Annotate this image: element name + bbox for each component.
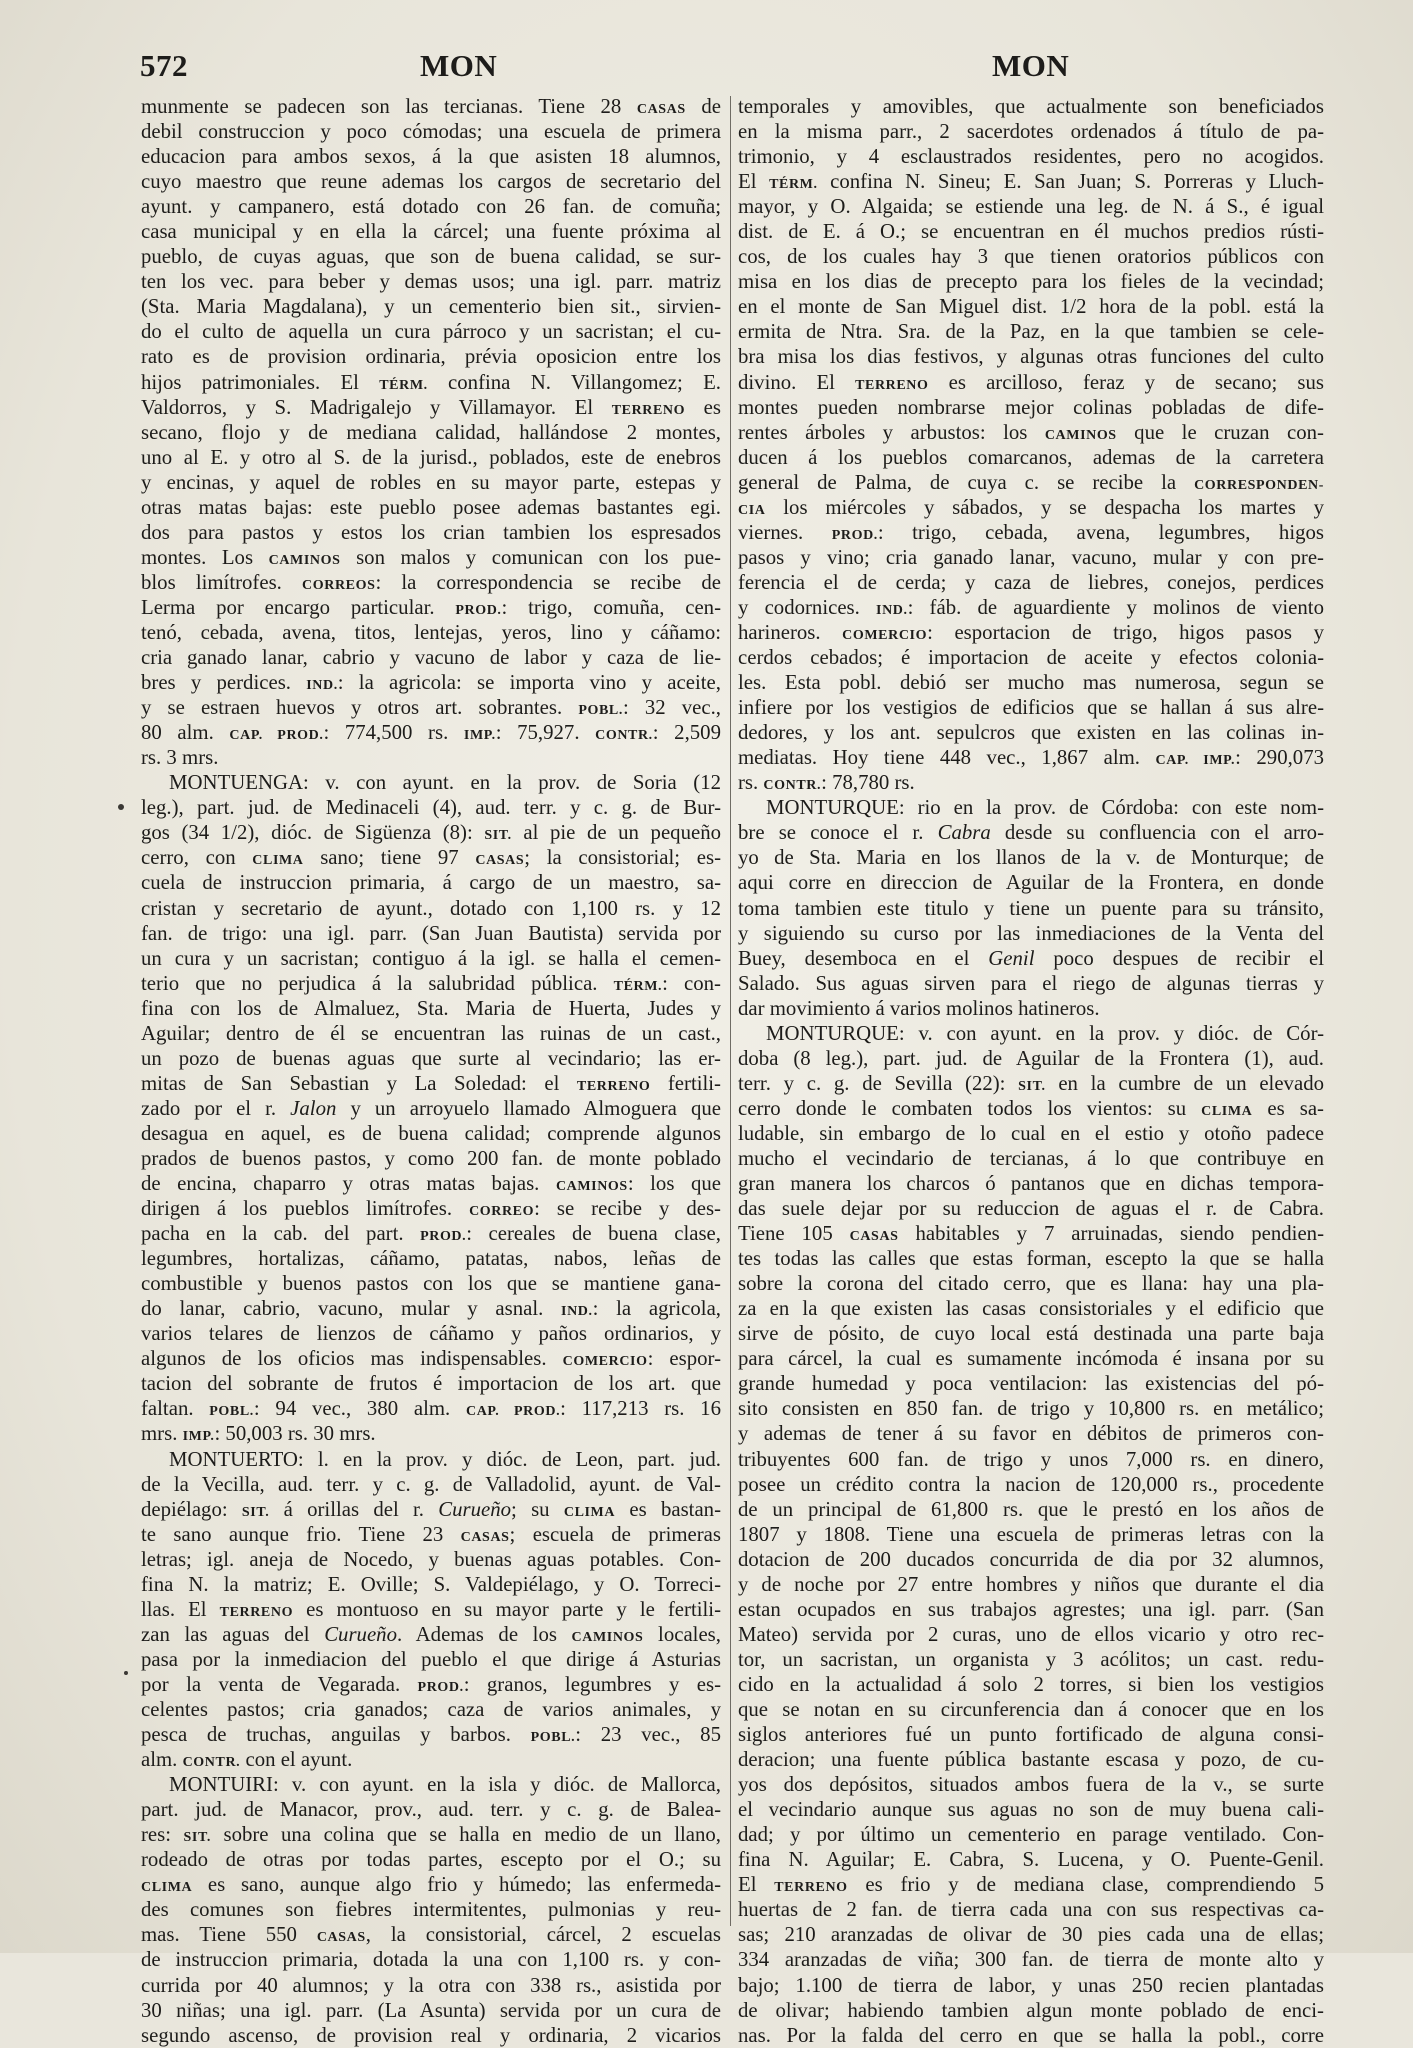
text-line: de olivar; habiendo tambien algun monte poblado de enci- (738, 1998, 1324, 2022)
text-line: bres y perdices. IND.: la agricola: se importa vino y aceite, (141, 671, 721, 695)
text-line: dist. de E. á O.; se encuentran en él muchos predios rústi- (738, 220, 1324, 244)
text-line: hijos patrimoniales. El TÉRM. confina N. Villangomez; E. (141, 370, 721, 394)
text-line: mrs. IMP.: 50,003 rs. 30 mrs. (141, 1422, 376, 1446)
text-line: secano, flojo y de mediana calidad, hallándose 2 montes, (141, 420, 721, 444)
text-line: deracion; una fuente pública bastante escasa y pozo, de cu- (738, 1748, 1324, 1772)
text-line: tes todas las calles que estas forman, escepto la que se halla (738, 1247, 1324, 1271)
text-line: tenó, cebada, avena, titos, lentejas, yeros, lino y cáñamo: (141, 620, 721, 644)
text-line: ermita de Ntra. Sra. de la Paz, en la que tambien se cele- (738, 320, 1324, 344)
text-line: yos dos depósitos, situados ambos fuera de la v., se surte (738, 1773, 1324, 1797)
text-line: ludable, sin embargo de lo cual en el estio y otoño padece (738, 1121, 1324, 1145)
text-line: ayunt. y campanero, está dotado con 26 fan. de comuña; (141, 195, 721, 219)
text-line: Buey, desemboca en el Genil poco despues de recibir el (738, 946, 1325, 970)
text-line: des comunes son fiebres intermitentes, pulmonias y reu- (141, 1898, 721, 1922)
text-line: celentes pastos; cria ganados; caza de varios animales, y (141, 1698, 721, 1721)
text-line: por la venta de Vegarada. PROD.: granos, legumbres y es- (141, 1672, 721, 1696)
text-line: cido en la actualidad á solo 2 torres, si bien los vestigios (738, 1672, 1324, 1696)
text-line: do el culto de aquella un cura párroco y un sacristan; el cu- (141, 320, 721, 344)
text-line: legumbres, hortalizas, cáñamo, patatas, nabos, leñas de (141, 1247, 721, 1271)
text-line: 30 niñas; una igl. parr. (La Asunta) servida por un cura de (141, 1998, 721, 2022)
text-line: pacha en la cab. del part. PROD.: cereales de buena clase, (141, 1222, 721, 1246)
column-divider (730, 96, 731, 1926)
text-line: das suele dejar por su reduccion de aguas el r. de Cabra. (738, 1197, 1324, 1221)
ink-speck (118, 804, 124, 810)
text-line: un pozo de buenas aguas que surte al vecindario; las er- (141, 1046, 721, 1070)
text-line: fina N. Aguilar; E. Cabra, S. Lucena, y O. Puente-Genil. (738, 1848, 1324, 1872)
text-line: munmente se padecen son las tercianas. Tiene 28 CASAS de (141, 95, 721, 118)
text-line: que se notan en su circunferencia dan á conocer que en los (738, 1698, 1324, 1721)
text-line: aqui corre en direccion de Aguilar de la Frontera, en donde (738, 871, 1324, 895)
text-line: gran manera los charcos ó pantanos que en dichas tempora- (738, 1172, 1324, 1196)
text-line: terr. y c. g. de Sevilla (22): SIT. en la cumbre de un elevado (738, 1071, 1324, 1095)
text-line: CLIMA es sano, aunque algo frio y húmedo; las enfermeda- (141, 1873, 721, 1897)
text-line: toma tambien este titulo y tiene un puente para su tránsito, (738, 896, 1324, 920)
text-line: za en la que existen las casas consistoriales y el edificio que (738, 1297, 1324, 1321)
text-line: El TERRENO es frio y de mediana clase, comprendiendo 5 (738, 1873, 1324, 1897)
text-line: de un principal de 61,800 rs. que le prestó en los años de (738, 1497, 1324, 1521)
text-line: fan. de trigo: una igl. parr. (San Juan Bautista) servida por (141, 921, 721, 945)
text-line: cuyo maestro que reune ademas los cargos de secretario del (141, 170, 721, 194)
text-line: en el monte de San Miguel dist. 1/2 hora de la pobl. está la (738, 295, 1324, 319)
text-line: (Sta. Maria Magdalana), y un cementerio bien sit., sirvien- (141, 295, 721, 319)
text-line: casa municipal y en ella la cárcel; una fuente próxima al (141, 220, 721, 244)
text-line: montes. Los CAMINOS son malos y comunican con los pue- (141, 545, 721, 569)
text-line: Salado. Sus aguas sirven para el riego de algunas tierras y (738, 971, 1324, 995)
text-line: cerro donde le combaten todos los vientos: su CLIMA es sa- (738, 1096, 1324, 1120)
text-line: part. jud. de Manacor, prov., aud. terr. y c. g. de Balea- (141, 1798, 721, 1822)
text-line: ducen á los pueblos comarcanos, ademas de la carretera (738, 445, 1324, 469)
text-line: rodeado de otras por todas partes, escepto por el O.; su (141, 1848, 721, 1872)
text-line: terio que no perjudica á la salubridad pública. TÉRM.: con- (141, 971, 721, 995)
text-line: posee un crédito contra la nacion de 120,000 rs., procedente (738, 1472, 1324, 1496)
text-line: MONTUENGA: v. con ayunt. en la prov. de Soria (12 (169, 771, 721, 795)
text-line: de encina, chaparro y otras matas bajas. CAMINOS: los que (141, 1172, 721, 1196)
text-line: Lerma por encargo particular. PROD.: trigo, comuña, cen- (141, 595, 722, 619)
text-line: 334 aranzadas de viña; 300 fan. de tierra de monte alto y (738, 1948, 1324, 1972)
text-line: sas; 210 aranzadas de olivar de 30 pies cada una de ellas; (738, 1923, 1324, 1947)
text-line: mas. Tiene 550 CASAS, la consistorial, cárcel, 2 escuelas (141, 1923, 722, 1947)
text-line: de la Vecilla, aud. terr. y c. g. de Valladolid, ayunt. de Val- (141, 1472, 721, 1496)
text-line: MONTURQUE: v. con ayunt. en la prov. y dióc. de Cór- (766, 1021, 1324, 1045)
text-line: ferencia el de cerda; y caza de liebres, conejos, perdices (738, 570, 1324, 594)
text-line: dedores, y los ant. sepulcros que existen en las colinas in- (738, 721, 1324, 745)
text-line: rato es de provision ordinaria, prévia oposicion entre los (141, 345, 721, 369)
text-line: rs. 3 mrs. (141, 746, 219, 770)
text-line: educacion para ambos sexos, á la que asisten 18 alumnos, (141, 145, 721, 169)
text-line: segundo ascenso, de provision real y ordinaria, 2 vicarios (141, 2023, 721, 2047)
text-line: Valdorros, y S. Madrigalejo y Villamayor. El TERRENO es (141, 395, 721, 419)
text-line: de instruccion primaria, dotada la una con 1,100 rs. y con- (141, 1948, 721, 1972)
text-line: mediatas. Hoy tiene 448 vec., 1,867 alm. CAP. IMP.: 290,073 (738, 746, 1324, 770)
text-line: y se estraen huevos y otros art. sobrantes. POBL.: 32 vec., (141, 696, 721, 720)
text-line: trimonio, y 4 esclaustrados residentes, pero no acogidos. (738, 145, 1324, 169)
text-line: 80 alm. CAP. PROD.: 774,500 rs. IMP.: 75,927. CONTR.: 2,509 (141, 721, 721, 745)
text-line: y codornices. IND.: fáb. de aguardiente y molinos de viento (738, 595, 1324, 619)
text-line: currida por 40 alumnos; y la otra con 338 rs., asistida por (141, 1973, 721, 1997)
text-line: dotacion de 200 ducados concurrida de dia por 32 alumnos, (738, 1547, 1324, 1571)
text-line: dirigen á los pueblos limítrofes. CORREO: se recibe y des- (141, 1197, 721, 1221)
text-line: do lanar, cabrio, vacuno, mular y asnal. IND.: la agricola, (141, 1297, 722, 1321)
text-line: general de Palma, de cuya c. se recibe la CORRESPONDEN- (738, 470, 1324, 494)
text-line: te sano aunque frio. Tiene 23 CASAS; escuela de primeras (141, 1522, 721, 1546)
text-line: infiere por los vestigios de edificios que se hallan á sus alre- (738, 696, 1324, 720)
text-line: fina N. la matriz; E. Oville; S. Valdepiélago, y O. Torreci- (141, 1572, 721, 1596)
text-line: pueblo, de cuyas aguas, que son de buena calidad, se sur- (141, 245, 721, 269)
text-line: y ademas de tener á su favor en débitos de primeros con- (738, 1422, 1324, 1446)
text-line: temporales y amovibles, que actualmente son beneficiados (738, 95, 1324, 118)
text-line: prados de buenos pastos, y como 200 fan. de monte poblado (141, 1146, 721, 1170)
text-line: tor, un sacristan, un organista y 3 acólitos; un cast. redu- (738, 1647, 1324, 1671)
text-line: harineros. COMERCIO: esportacion de trigo, higos pasos y (738, 620, 1325, 644)
text-line: dar movimiento á varios molinos hatineros. (738, 996, 1100, 1020)
text-line: Aguilar; dentro de él se encuentran las ruinas de un cast., (141, 1021, 721, 1045)
text-line: pasa por la inmediacion del pueblo el que dirige á Asturias (141, 1647, 721, 1671)
text-line: y siguiendo su curso por las inmediaciones de la Venta del (738, 921, 1324, 945)
text-line: varios telares de lienzos de cáñamo y paños ordinarios, y (141, 1322, 721, 1346)
text-line: bra misa los dias festivos, y algunas otras funciones del culto (738, 345, 1324, 369)
text-line: cos, de los cuales hay 3 que tienen oratorios públicos con (738, 245, 1324, 269)
text-line: cerro, con CLIMA sano; tiene 97 CASAS; la consistorial; es- (141, 846, 721, 870)
text-line: leg.), part. jud. de Medinaceli (4), aud. terr. y c. g. de Bur- (141, 796, 721, 820)
text-line: les. Esta pobl. debió ser mucho mas numerosa, segun se (738, 671, 1324, 695)
text-line: depiélago: SIT. á orillas del r. Curueño; su CLIMA es bastan- (141, 1497, 722, 1521)
text-line: Tiene 105 CASAS habitables y 7 arruinadas, siendo pendien- (738, 1222, 1324, 1246)
text-line: desagua en aquel, es de buena calidad; comprende algunos (141, 1121, 721, 1145)
running-head-right: MON (992, 48, 1070, 83)
text-line: llas. El TERRENO es montuoso en su mayor parte y le fertili- (141, 1597, 722, 1621)
text-line: El TÉRM. confina N. Sineu; E. San Juan; S. Porreras y Lluch- (738, 170, 1324, 194)
text-line: misa en los dias de precepto para los fieles de la vecindad; (738, 270, 1324, 294)
text-line: viernes. PROD.: trigo, cebada, avena, legumbres, higos (738, 520, 1324, 544)
text-line: mucho el vecindario de tercianas, á lo que contribuye en (738, 1146, 1324, 1170)
text-line: yo de Sta. Maria en los llanos de la v. de Monturque; de (738, 846, 1324, 870)
text-line: mayor, y O. Algaida; se estiende una leg. de N. á S., é igual (738, 195, 1324, 219)
text-line: sirve de pósito, de cuyo local está destinada una parte baja (738, 1322, 1324, 1346)
text-line: grande humedad y poca ventilacion: las existencias del pó- (738, 1372, 1324, 1396)
text-line: un cura y un sacristan; contiguo á la igl. se halla el cemen- (141, 946, 721, 970)
text-line: doba (8 leg.), part. jud. de Aguilar de la Frontera (1), aud. (738, 1046, 1324, 1070)
text-line: en la misma parr., 2 sacerdotes ordenados á título de pa- (738, 120, 1324, 144)
text-line: otras matas bajas: este pueblo posee ademas bastantes egi. (141, 495, 721, 519)
text-line: MONTUIRI: v. con ayunt. en la isla y dióc. de Mallorca, (169, 1773, 721, 1797)
text-line: gos (34 1/2), dióc. de Sigüenza (8): SIT. al pie de un pequeño (141, 821, 721, 845)
text-line: Mateo) servida por 2 curas, uno de ellos vicario y otro rec- (738, 1622, 1324, 1646)
text-line: debil construccion y poco cómodas; una escuela de primera (141, 120, 721, 144)
text-line: sobre la corona del citado cerro, que es llana: hay una pla- (738, 1272, 1324, 1296)
text-line: y encinas, y aquel de robles en su mayor parte, estepas y (141, 470, 721, 494)
running-head-left: MON (420, 48, 498, 83)
text-line: dos para pastos y estos los crian tambien los espresados (141, 520, 721, 544)
text-line: 1807 y 1808. Tiene una escuela de primeras letras con la (738, 1522, 1324, 1546)
text-line: tribuyentes 600 fan. de trigo y unos 7,000 rs. en dinero, (738, 1447, 1324, 1471)
text-line: cristan y secretario de ayunt., dotado con 1,100 rs. y 12 (141, 896, 721, 920)
text-line: estan ocupados en sus trabajos agrestes; una igl. parr. (San (738, 1597, 1324, 1621)
text-line: rs. CONTR.: 78,780 rs. (738, 771, 915, 795)
text-line: zado por el r. Jalon y un arroyuelo llamado Almoguera que (141, 1096, 721, 1120)
text-line: combustible y buenos pastos con los que se mantiene gana- (141, 1272, 721, 1296)
text-line: tacion del sobrante de frutos é importacion de los art. que (141, 1372, 721, 1396)
text-line: sito consisten en 850 fan. de trigo y 10,800 rs. en metálico; (738, 1397, 1324, 1421)
text-line: y de noche por 27 entre hombres y niños que durante el dia (738, 1572, 1324, 1596)
text-line: montes pueden nombrarse mejor colinas pobladas de dife- (738, 395, 1324, 419)
text-line: nas. Por la falda del cerro en que se halla la pobl., corre (738, 2023, 1324, 2047)
text-line: uno al E. y otro al S. de la jurisd., poblados, este de enebros (141, 445, 721, 469)
text-line: algunos de los oficios mas indispensables. COMERCIO: espor- (141, 1347, 721, 1371)
text-line: divino. El TERRENO es arcilloso, feraz y de secano; sus (738, 370, 1325, 394)
text-line: bre se conoce el r. Cabra desde su confluencia con el arro- (738, 821, 1325, 845)
text-line: huertas de 2 fan. de tierra cada una con sus respectivas ca- (738, 1898, 1324, 1922)
text-line: siglos anteriores fué un punto fortificado de alguna consi- (738, 1723, 1324, 1747)
text-line: ten los vec. para beber y demas usos; una igl. parr. matriz (141, 270, 721, 294)
text-line: bajo; 1.100 de tierra de labor, y unas 250 recien plantadas (738, 1973, 1324, 1997)
text-line: blos limítrofes. CORREOS: la correspondencia se recibe de (141, 570, 721, 594)
text-line: para cárcel, la cual es sumamente incómoda é insana por su (738, 1347, 1324, 1371)
text-line: dad; y por último un cementerio en parage ventilado. Con- (738, 1823, 1324, 1847)
text-line: zan las aguas del Curueño. Ademas de los CAMINOS locales, (141, 1622, 721, 1646)
page-number: 572 (140, 48, 188, 83)
text-line: letras; igl. aneja de Nocedo, y buenas aguas potables. Con- (141, 1547, 721, 1571)
ink-speck (124, 1671, 128, 1675)
left-column (141, 94, 722, 2047)
text-line: MONTUERTO: l. en la prov. y dióc. de Leon, part. jud. (169, 1447, 721, 1471)
text-line: pasos y vino; cria ganado lanar, vacuno, mular y con pre- (738, 545, 1324, 569)
text-line: el vecindario aunque sus aguas no son de muy buena cali- (738, 1798, 1324, 1822)
right-column (738, 94, 1325, 2047)
text-line: fina con los de Almaluez, Sta. Maria de Huerta, Judes y (141, 996, 721, 1020)
text-line: mitas de San Sebastian y La Soledad: el TERRENO fertili- (141, 1071, 721, 1095)
text-line: cria ganado lanar, cabrio y vacuno de labor y caza de lie- (141, 646, 721, 670)
text-line: pesca de truchas, anguilas y barbos. POBL.: 23 vec., 85 (141, 1723, 721, 1747)
text-line: cuela de instruccion primaria, á cargo de un maestro, sa- (141, 871, 721, 895)
text-line: cerdos cebados; é importacion de aceite y efectos colonia- (738, 646, 1324, 670)
text-line: alm. CONTR. con el ayunt. (141, 1748, 353, 1772)
text-line: MONTURQUE: rio en la prov. de Córdoba: con este nom- (766, 796, 1324, 820)
text-line: rentes árboles y arbustos: los CAMINOS que le cruzan con- (738, 420, 1324, 444)
text-line: CIA los miércoles y sábados, y se despacha los martes y (738, 495, 1324, 519)
text-line: faltan. POBL.: 94 vec., 380 alm. CAP. PROD.: 117,213 rs. 16 (141, 1397, 721, 1421)
text-line: res: SIT. sobre una colina que se halla en medio de un llano, (141, 1823, 722, 1847)
